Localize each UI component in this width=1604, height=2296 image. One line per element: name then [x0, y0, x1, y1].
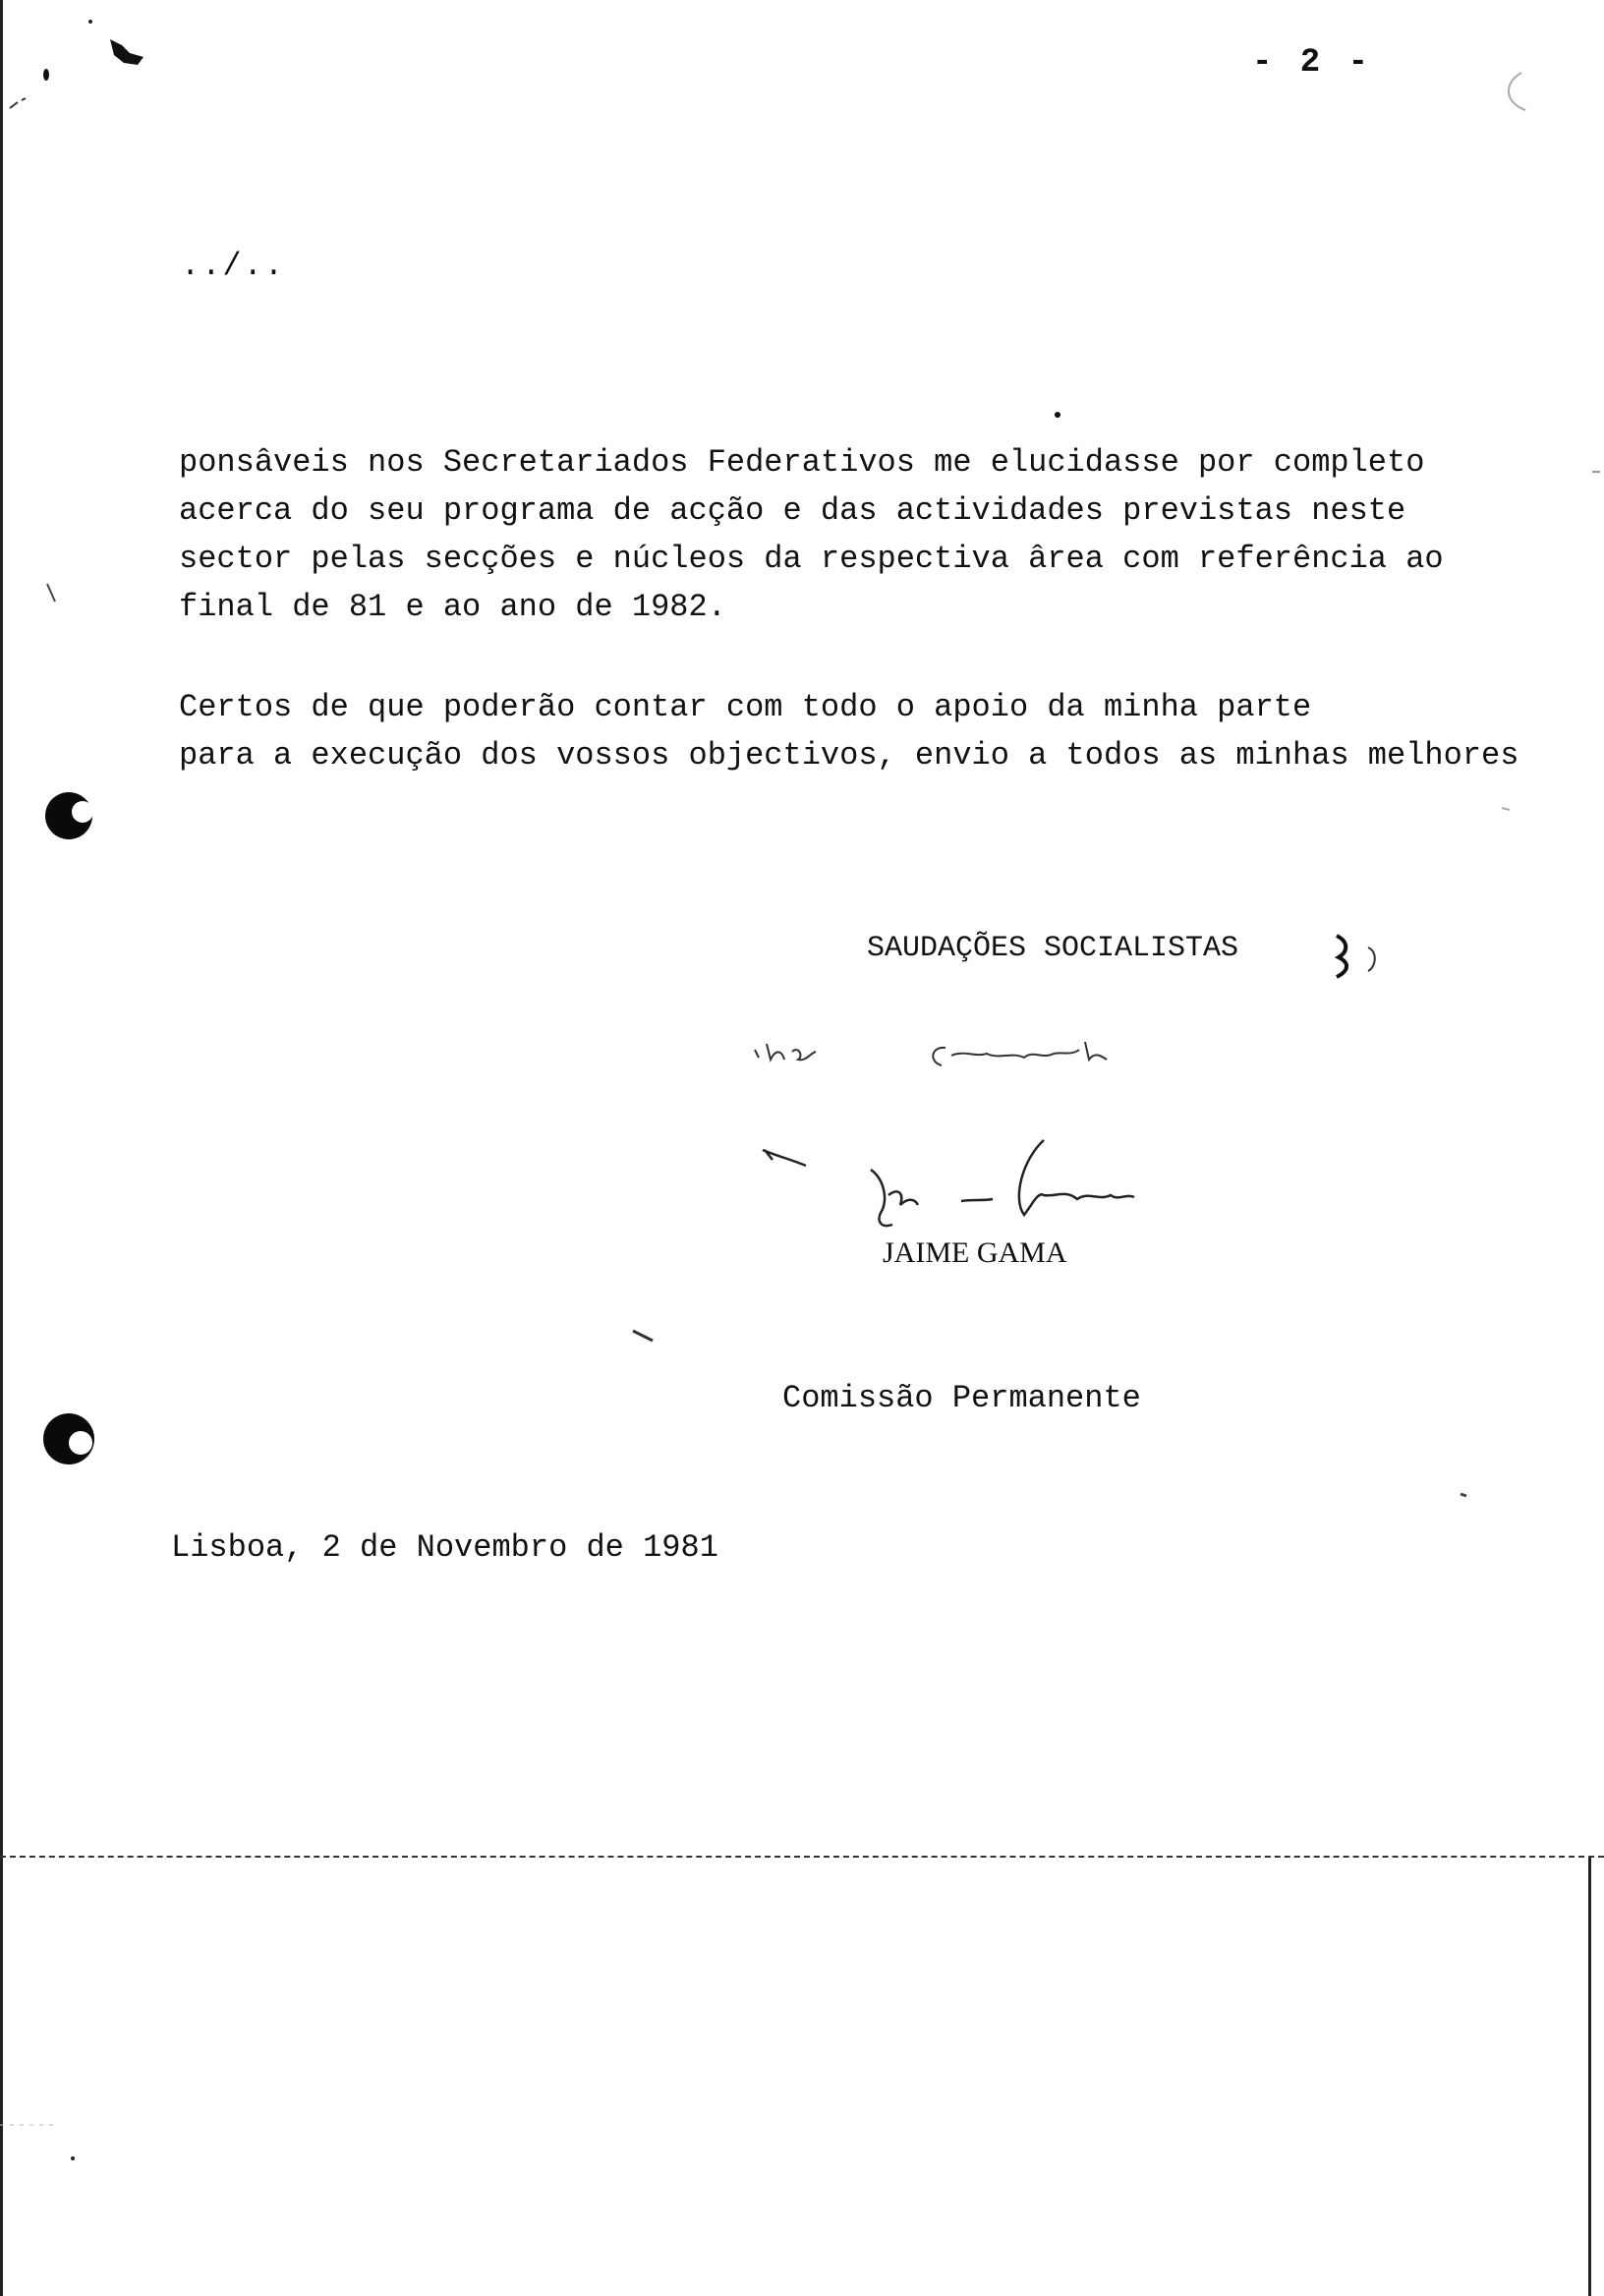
body-paragraph: Certos de que poderão contar com todo o apoio da minha parte para a execução dos vossos objectivos, envio a todos as minhas melhores — [179, 689, 1519, 774]
ink-blot — [110, 39, 143, 65]
continuation-mark: ../.. — [181, 248, 286, 284]
speck — [1502, 808, 1510, 810]
signature — [763, 1140, 1134, 1226]
speck — [633, 1331, 653, 1341]
page-number: - 2 - — [1252, 44, 1373, 82]
dateline: Lisboa, 2 de Novembro de 1981 — [171, 1529, 718, 1566]
page-fold-line — [0, 1856, 1604, 1858]
speck — [1461, 1494, 1466, 1496]
body-paragraph: ponsâveis nos Secretariados Federativos me elucidasse por completo acerca do seu programa de acção e das actividades previstas neste sector pelas secções e núcleos da respectiva ârea com referência ao final de 81 e ao ano de 1982. — [179, 444, 1444, 625]
closing-salutation: SAUDAÇÕES SOCIALISTAS — [867, 932, 1239, 965]
handwritten-note — [755, 1042, 1107, 1065]
brace-mark — [1368, 947, 1375, 971]
speck — [88, 20, 92, 24]
speck — [1055, 412, 1060, 418]
speck — [43, 69, 49, 81]
faint-mark — [1509, 73, 1525, 110]
brace-mark — [1337, 936, 1346, 977]
speck — [10, 98, 26, 108]
speck — [47, 584, 55, 602]
hole-punch-icon — [43, 1413, 94, 1464]
signer-name: JAIME GAMA — [883, 1236, 1067, 1269]
hole-punch-icon — [45, 792, 93, 839]
signer-role: Comissão Permanente — [782, 1380, 1141, 1416]
speck — [71, 2156, 75, 2160]
